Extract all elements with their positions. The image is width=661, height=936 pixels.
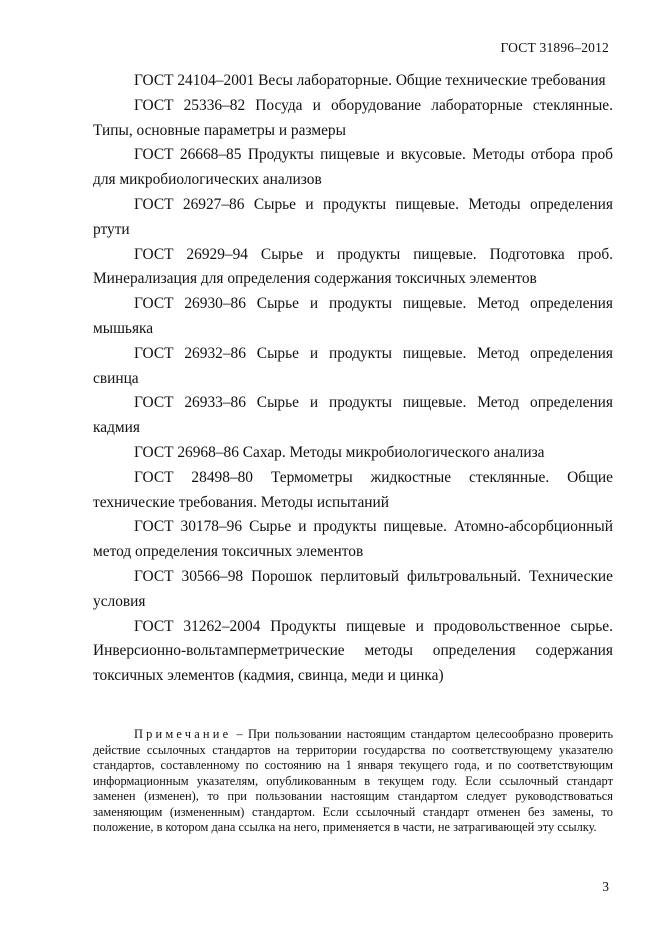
- reference-item: ГОСТ 26932–86 Сырье и продукты пищевые. Метод определения свинца: [93, 344, 613, 387]
- note-block: [93, 727, 613, 836]
- reference-item: ГОСТ 31262–2004 Продукты пищевые и продовольственное сырье. Инверсионно-вольтамперметрические методы определения содержания токсичных элементов (кадмия, свинца, меди и цинка): [93, 617, 613, 685]
- reference-item: ГОСТ 26668–85 Продукты пищевые и вкусовые. Методы отбора проб для микробиологических анализов: [93, 146, 613, 189]
- reference-item: ГОСТ 30566–98 Порошок перлитовый фильтровальный. Технические условия: [93, 567, 613, 610]
- reference-item: ГОСТ 24104–2001 Весы лабораторные. Общие технические требования: [134, 72, 606, 89]
- reference-item: ГОСТ 25336–82 Посуда и оборудование лабораторные стеклянные. Типы, основные параметры и размеры: [93, 96, 613, 139]
- reference-item: ГОСТ 26927–86 Сырье и продукты пищевые. Методы определения ртути: [93, 195, 613, 238]
- reference-item: ГОСТ 26968–86 Сахар. Методы микробиологического анализа: [134, 443, 545, 461]
- page-number: 3: [602, 879, 609, 894]
- reference-item: ГОСТ 30178–96 Сырье и продукты пищевые. Атомно-абсорбционный метод определения токсичных элементов: [93, 518, 613, 561]
- reference-item: ГОСТ 28498–80 Термометры жидкостные стеклянные. Общие технические требования. Методы испытаний: [93, 468, 613, 511]
- reference-item: ГОСТ 26929–94 Сырье и продукты пищевые. Подготовка проб. Минерализация для определения содержания токсичных элементов: [93, 245, 613, 288]
- note-label: Примечание: [134, 727, 232, 741]
- reference-item: ГОСТ 26933–86 Сырье и продукты пищевые. Метод определения кадмия: [93, 394, 613, 437]
- normative-references-list: [93, 69, 613, 689]
- note-text: – При пользовании настоящим стандартом целесообразно проверить действие ссылочных стандартов на территории государства по соответствующему указателю стандартов, составленному по состоянию на 1 января текущего года, и по соответствующим информационным указателям, опубликованным в текущем году. Если ссылочный стандарт заменен (изменен), то при пользовании настоящим стандартом следует руководствоваться заменяющим (измененным) стандартом. Если ссылочный стандарт отменен без замены, то положение, в котором дана ссылка на него, применяется в части, не затрагивающей эту ссылку.: [93, 727, 613, 834]
- reference-item: ГОСТ 26930–86 Сырье и продукты пищевые. Метод определения мышьяка: [93, 295, 613, 337]
- document-header-standard-id: ГОСТ 31896–2012: [500, 40, 609, 55]
